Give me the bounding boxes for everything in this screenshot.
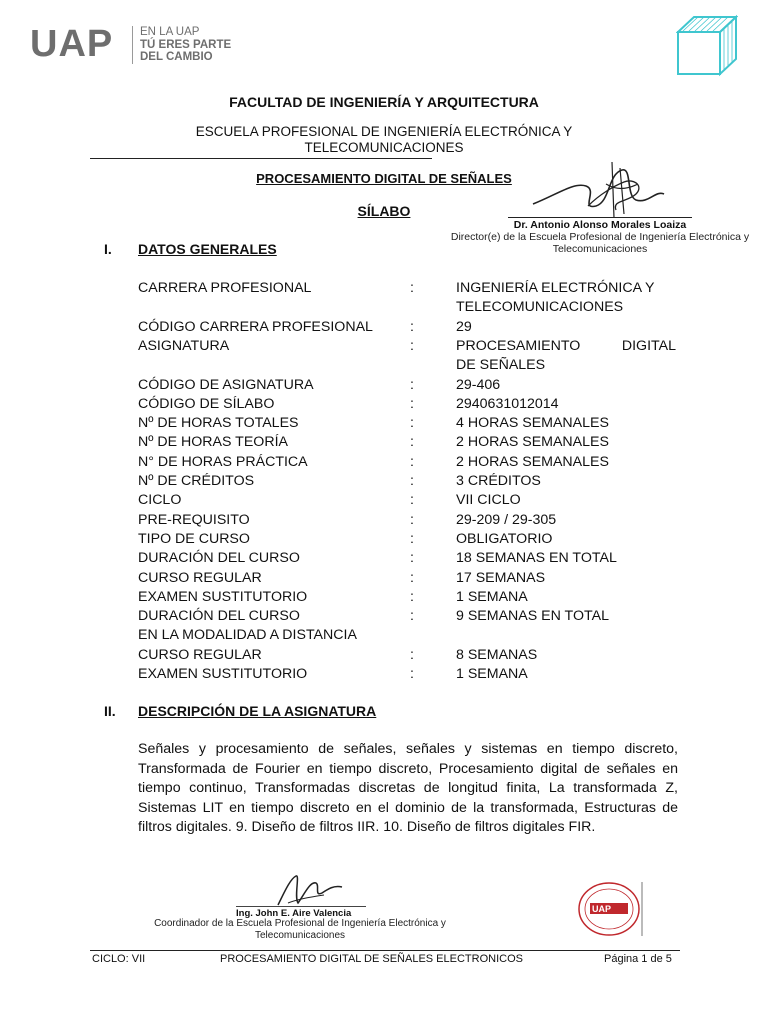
row-colon: : (410, 666, 414, 682)
coordinator-role-line-2: Telecomunicaciones (254, 929, 346, 941)
data-row (138, 549, 698, 568)
row-colon: : (410, 395, 414, 412)
row-value: TELECOMUNICACIONES (456, 299, 624, 316)
row-label: PRE-REQUISITO (138, 511, 250, 528)
coordinator-role-line-1: Coordinador de la Escuela Profesional de Ingeniería Electrónica y (154, 918, 446, 929)
footer-divider (90, 950, 680, 951)
school-title-line-2: TELECOMUNICACIONES (304, 140, 464, 155)
document-title: SÍLABO (357, 203, 411, 219)
row-value: 29 (456, 318, 472, 335)
row-label: EXAMEN SUSTITUTORIO (138, 666, 308, 682)
logo-divider (132, 26, 133, 64)
data-row (138, 298, 698, 317)
row-value: VII CICLO (456, 492, 521, 509)
data-row (138, 433, 698, 452)
course-description: Señales y procesamiento de señales, señales y sistemas en tiempo discreto, Transformada de Fourier en tiempo discreto, Procesamiento digital de señales en tiempo continuo, Transformadas discretas de longitud finita, La transformada Z, Sistemas LIT en tiempo discreto en el dominio de la transformada, Estructuras de filtros digitales. 9. Diseño de filtros IIR. 10. Diseño de filtros digitales FIR. (138, 741, 678, 835)
tagline-line-1: EN LA UAP (140, 26, 200, 38)
row-colon: : (410, 492, 414, 509)
section-2-title: DESCRIPCIÓN DE LA ASIGNATURA (138, 703, 377, 719)
row-colon: : (410, 434, 414, 451)
row-value: 2940631012014 (456, 395, 559, 412)
row-colon: : (410, 646, 414, 663)
coordinator-name: Ing. John E. Aire Valencia (236, 908, 352, 919)
row-value: PROCESAMIENTO DIGITAL (456, 337, 676, 354)
row-label: CICLO (138, 492, 182, 509)
coordinator-role (150, 918, 450, 941)
row-label: ASIGNATURA (138, 337, 230, 354)
row-value: 9 SEMANAS EN TOTAL (456, 608, 609, 625)
data-row (138, 356, 698, 375)
title-divider (90, 158, 432, 159)
data-row (138, 588, 698, 607)
director-signature-line (508, 217, 692, 218)
row-value: INGENIERÍA ELECTRÓNICA Y (456, 280, 655, 296)
footer-course: PROCESAMIENTO DIGITAL DE SEÑALES ELECTRONICOS (220, 953, 523, 965)
row-value: OBLIGATORIO (456, 530, 553, 547)
row-label: N° DE HORAS PRÁCTICA (138, 453, 308, 470)
row-label: EXAMEN SUSTITUTORIO (138, 588, 308, 605)
row-colon: : (410, 453, 414, 470)
row-label: CÓDIGO DE SÍLABO (138, 395, 275, 412)
row-colon: : (410, 511, 414, 528)
row-value: 18 SEMANAS EN TOTAL (456, 550, 617, 567)
data-row (138, 318, 698, 337)
row-label: CARRERA PROFESIONAL (138, 280, 312, 296)
row-colon: : (410, 318, 414, 335)
data-row (138, 607, 698, 626)
data-row (138, 453, 698, 472)
row-colon: : (410, 473, 414, 489)
director-role (430, 231, 768, 255)
row-value: 8 SEMANAS (456, 646, 538, 663)
row-colon: : (410, 376, 414, 393)
row-colon: : (410, 550, 414, 567)
row-label: CÓDIGO CARRERA PROFESIONAL (138, 318, 373, 335)
course-title: PROCESAMIENTO DIGITAL DE SEÑALES (256, 171, 512, 186)
row-colon: : (410, 569, 414, 586)
coordinator-signature-icon (270, 873, 350, 909)
school-title (0, 124, 768, 156)
row-value: 17 SEMANAS (456, 569, 546, 586)
row-value: 4 HORAS SEMANALES (456, 415, 609, 432)
row-label: DURACIÓN DEL CURSO (138, 550, 300, 567)
row-label: CURSO REGULAR (138, 569, 262, 586)
data-row (138, 665, 698, 684)
stamp-text: UAP (592, 904, 612, 914)
row-colon: : (410, 588, 414, 605)
row-label: CÓDIGO DE ASIGNATURA (138, 376, 314, 393)
section-1-number: I. (104, 241, 112, 257)
data-row (138, 395, 698, 414)
data-row (138, 646, 698, 665)
row-value: DE SEÑALES (456, 357, 546, 374)
section-1-title: DATOS GENERALES (138, 241, 277, 257)
data-row (138, 491, 698, 510)
data-row (138, 511, 698, 530)
row-colon: : (410, 337, 414, 354)
logo-tagline (140, 26, 231, 64)
tagline-line-2: TÚ ERES PARTE (140, 38, 232, 51)
row-value: 2 HORAS SEMANALES (456, 453, 609, 470)
row-colon: : (410, 530, 414, 547)
row-label: CURSO REGULAR (138, 646, 262, 663)
row-label: EN LA MODALIDAD A DISTANCIA (138, 627, 357, 644)
footer-cycle: CICLO: VII (92, 953, 146, 965)
director-role-line-1: Director(e) de la Escuela Profesional de Ingeniería Electrónica y (450, 231, 750, 243)
footer-page-number: Página 1 de 5 (604, 953, 672, 965)
row-colon: : (410, 608, 414, 625)
director-name: Dr. Antonio Alonso Morales Loaiza (513, 219, 687, 231)
row-colon: : (410, 280, 414, 296)
row-label: Nº DE HORAS TEORÍA (138, 434, 288, 451)
data-row (138, 530, 698, 549)
row-value: 29-406 (456, 376, 501, 393)
data-row (138, 626, 698, 645)
row-value: 1 SEMANA (456, 588, 528, 605)
cube-logo-icon (676, 14, 738, 78)
row-label: Nº DE CRÉDITOS (138, 473, 255, 489)
data-row (138, 376, 698, 395)
row-value: 29-209 / 29-305 (456, 511, 557, 528)
director-signature-icon (528, 160, 668, 222)
row-value: 2 HORAS SEMANALES (456, 434, 609, 451)
data-row (138, 279, 698, 298)
data-row (138, 414, 698, 433)
data-row (138, 337, 698, 356)
row-value: 3 CRÉDITOS (456, 473, 541, 489)
uap-stamp-icon (576, 880, 646, 938)
director-role-line-2: Telecomunicaciones (552, 243, 648, 255)
section-2-number: II. (104, 703, 116, 719)
row-colon: : (410, 415, 414, 432)
school-title-line-1: ESCUELA PROFESIONAL DE INGENIERÍA ELECTRÓNICA Y (195, 124, 573, 139)
tagline-line-3: DEL CAMBIO (140, 51, 213, 63)
faculty-title: FACULTAD DE INGENIERÍA Y ARQUITECTURA (229, 94, 539, 110)
row-label: DURACIÓN DEL CURSO (138, 608, 300, 625)
data-row (138, 569, 698, 588)
row-value: 1 SEMANA (456, 666, 528, 682)
row-label: TIPO DE CURSO (138, 530, 250, 547)
data-row (138, 472, 698, 491)
row-label: Nº DE HORAS TOTALES (138, 415, 299, 432)
coordinator-signature-line (236, 906, 366, 907)
uap-logo: UAP (30, 23, 114, 65)
